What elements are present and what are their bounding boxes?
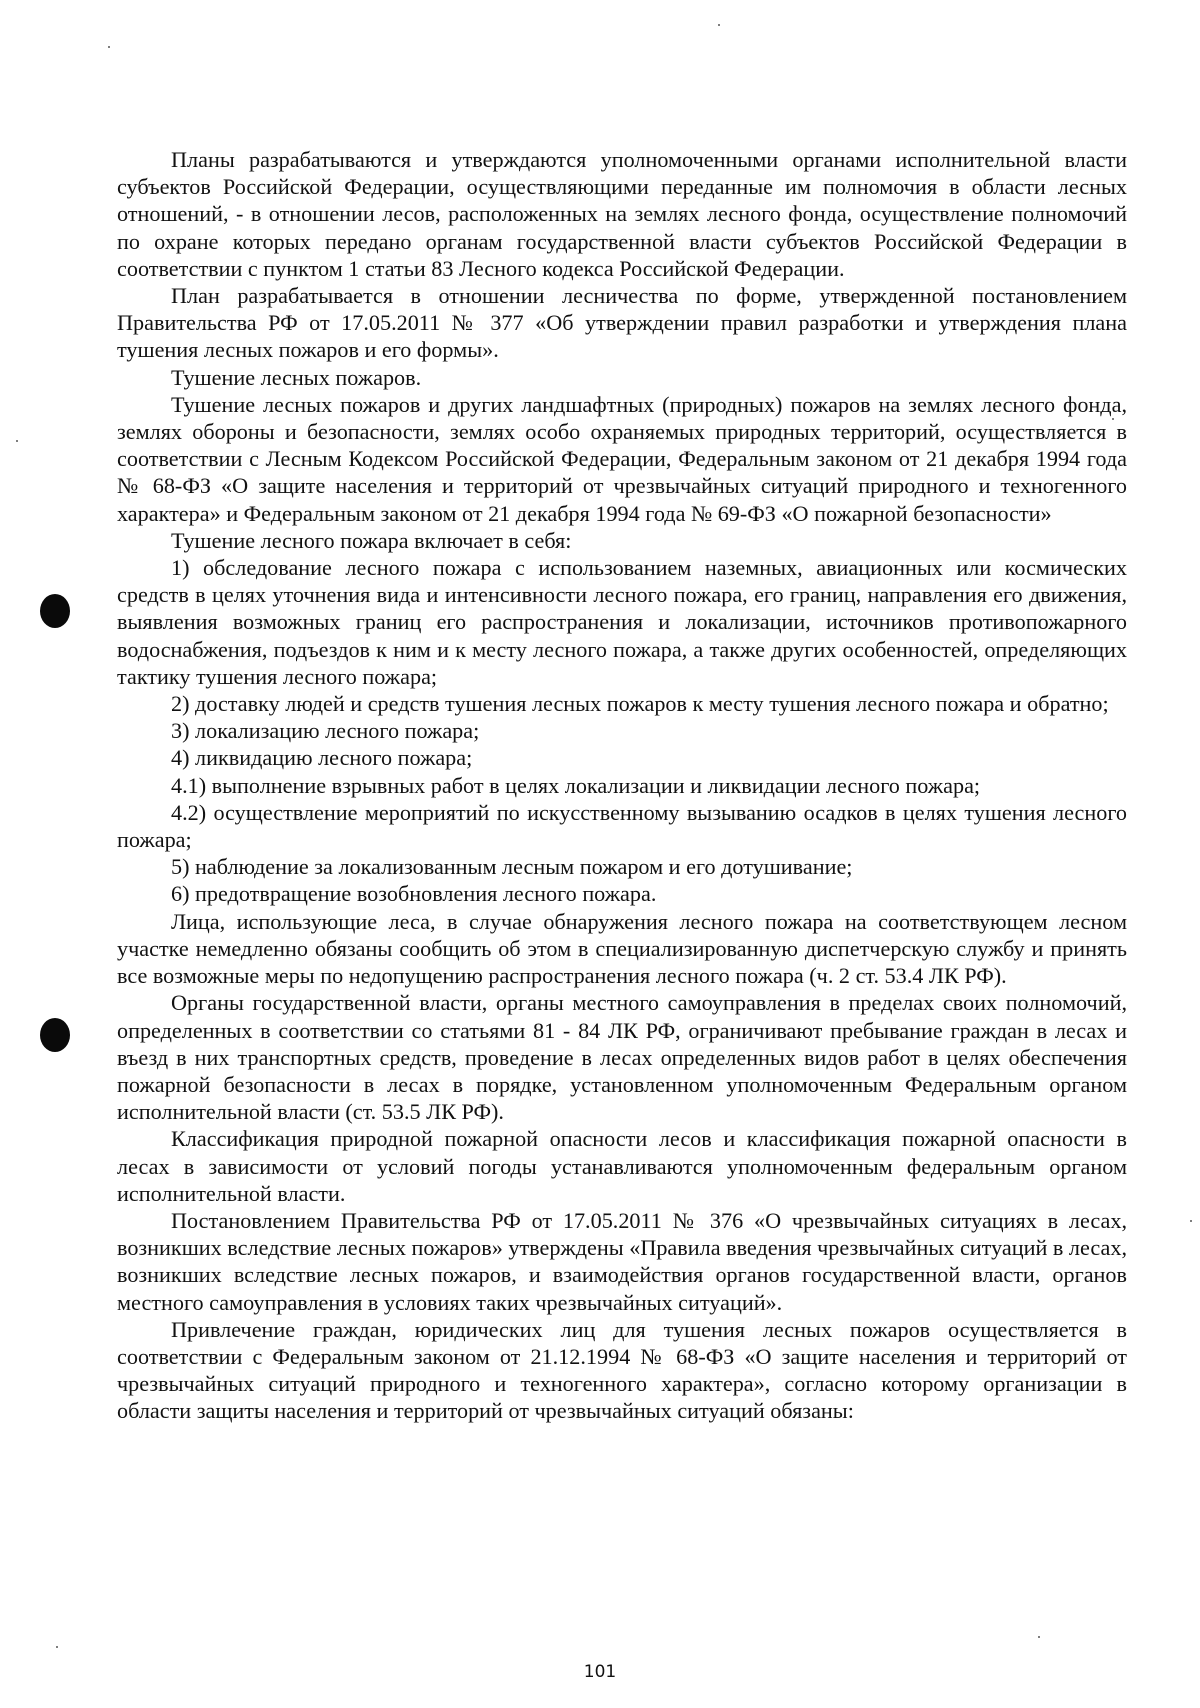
paragraph: Тушение лесного пожара включает в себя: (171, 527, 572, 553)
scan-speck (56, 1646, 58, 1648)
list-item: 4.2) осуществление мероприятий по искусственному вызыванию осадков в целях тушения лесного пожара; (117, 799, 1127, 853)
punch-hole (40, 594, 70, 628)
list-item: 3) локализацию лесного пожара; (171, 718, 480, 744)
punch-hole (40, 1018, 70, 1052)
list-item: 4.1) выполнение взрывных работ в целях локализации и ликвидации лесного пожара; (171, 772, 981, 798)
list-item: 1) обследование лесного пожара с использованием наземных, авиационных или космических средств в целях уточнения вида и интенсивности лесного пожара, его границ, направления его движения, выявления возможных границ его распространения и локализации, источников противопожарного водоснабжения, подъездов к ним и к месту лесного пожара, а также других особенностей, определяющих тактику тушения лесного пожара; (117, 555, 1127, 689)
list-item: 6) предотвращение возобновления лесного пожара. (171, 881, 657, 907)
list-item: 4) ликвидацию лесного пожара; (171, 745, 473, 771)
paragraph: Постановлением Правительства РФ от 17.05.2011 № 376 «О чрезвычайных ситуациях в лесах, возникших вследствие лесных пожаров» утверждены «Правила введения чрезвычайных ситуаций в лесах, возникших вследствие лесных пожаров, и взаимодействия органов государственной власти, органов местного самоуправления в условиях таких чрезвычайных ситуаций». (117, 1207, 1127, 1315)
scan-speck (108, 46, 110, 48)
section-heading: Тушение лесных пожаров. (171, 364, 422, 390)
body-text (117, 146, 1127, 1425)
paragraph: Тушение лесных пожаров и других ландшафтных (природных) пожаров на землях лесного фонда, землях обороны и безопасности, землях особо охраняемых природных территорий, осуществляется в соответствии с Лесным Кодексом Российской Федерации, Федеральным законом от 21 декабря 1994 года № 68-ФЗ «О защите населения и территорий от чрезвычайных ситуаций природного и техногенного характера» и Федеральным законом от 21 декабря 1994 года № 69-ФЗ «О пожарной безопасности» (117, 391, 1127, 526)
scan-speck (16, 440, 18, 442)
scan-speck (1038, 1636, 1040, 1638)
scan-speck (718, 24, 720, 26)
paragraph: План разрабатывается в отношении лесничества по форме, утвержденной постановлением Правительства РФ от 17.05.2011 № 377 «Об утверждении правил разработки и утверждения плана тушения лесных пожаров и его формы». (117, 283, 1127, 363)
paragraph: Классификация природной пожарной опасности лесов и классификация пожарной опасности в лесах в зависимости от условий погоды устанавливаются уполномоченным федеральным органом исполнительной власти. (117, 1126, 1127, 1206)
paragraph: Лица, использующие леса, в случае обнаружения лесного пожара на соответствующем лесном участке немедленно обязаны сообщить об этом в специализированную диспетчерскую службу и принять все возможные меры по недопущению распространения лесного пожара (ч. 2 ст. 53.4 ЛК РФ). (117, 908, 1127, 989)
paragraph: Привлечение граждан, юридических лиц для тушения лесных пожаров осуществляется в соответствии с Федеральным законом от 21.12.1994 № 68-ФЗ «О защите населения и территорий от чрезвычайных ситуаций природного и техногенного характера», согласно которому организации в области защиты населения и территорий от чрезвычайных ситуаций обязаны: (117, 1316, 1127, 1424)
list-item: 5) наблюдение за локализованным лесным пожаром и его дотушивание; (171, 854, 853, 880)
paragraph: Планы разрабатываются и утверждаются уполномоченными органами исполнительной власти субъектов Российской Федерации, осуществляющими переданные им полномочия в области лесных отношений, - в отношении лесов, расположенных на землях лесного фонда, осуществление полномочий по охране которых передано органам государственной власти субъектов Российской Федерации в соответствии с пунктом 1 статьи 83 Лесного кодекса Российской Федерации. (117, 147, 1127, 281)
page-number: 101 (583, 1662, 617, 1682)
list-item: 2) доставку людей и средств тушения лесных пожаров к месту тушения лесного пожара и обратно; (171, 691, 1109, 717)
scan-speck (1190, 1220, 1192, 1222)
paragraph: Органы государственной власти, органы местного самоуправления в пределах своих полномочий, определенных в соответствии со статьями 81 - 84 ЛК РФ, ограничивают пребывание граждан в лесах и въезд в них транспортных средств, проведение в лесах определенных видов работ в целях обеспечения пожарной безопасности в лесах в порядке, установленном уполномоченным Федеральным органом исполнительной власти (ст. 53.5 ЛК РФ). (117, 990, 1127, 1125)
